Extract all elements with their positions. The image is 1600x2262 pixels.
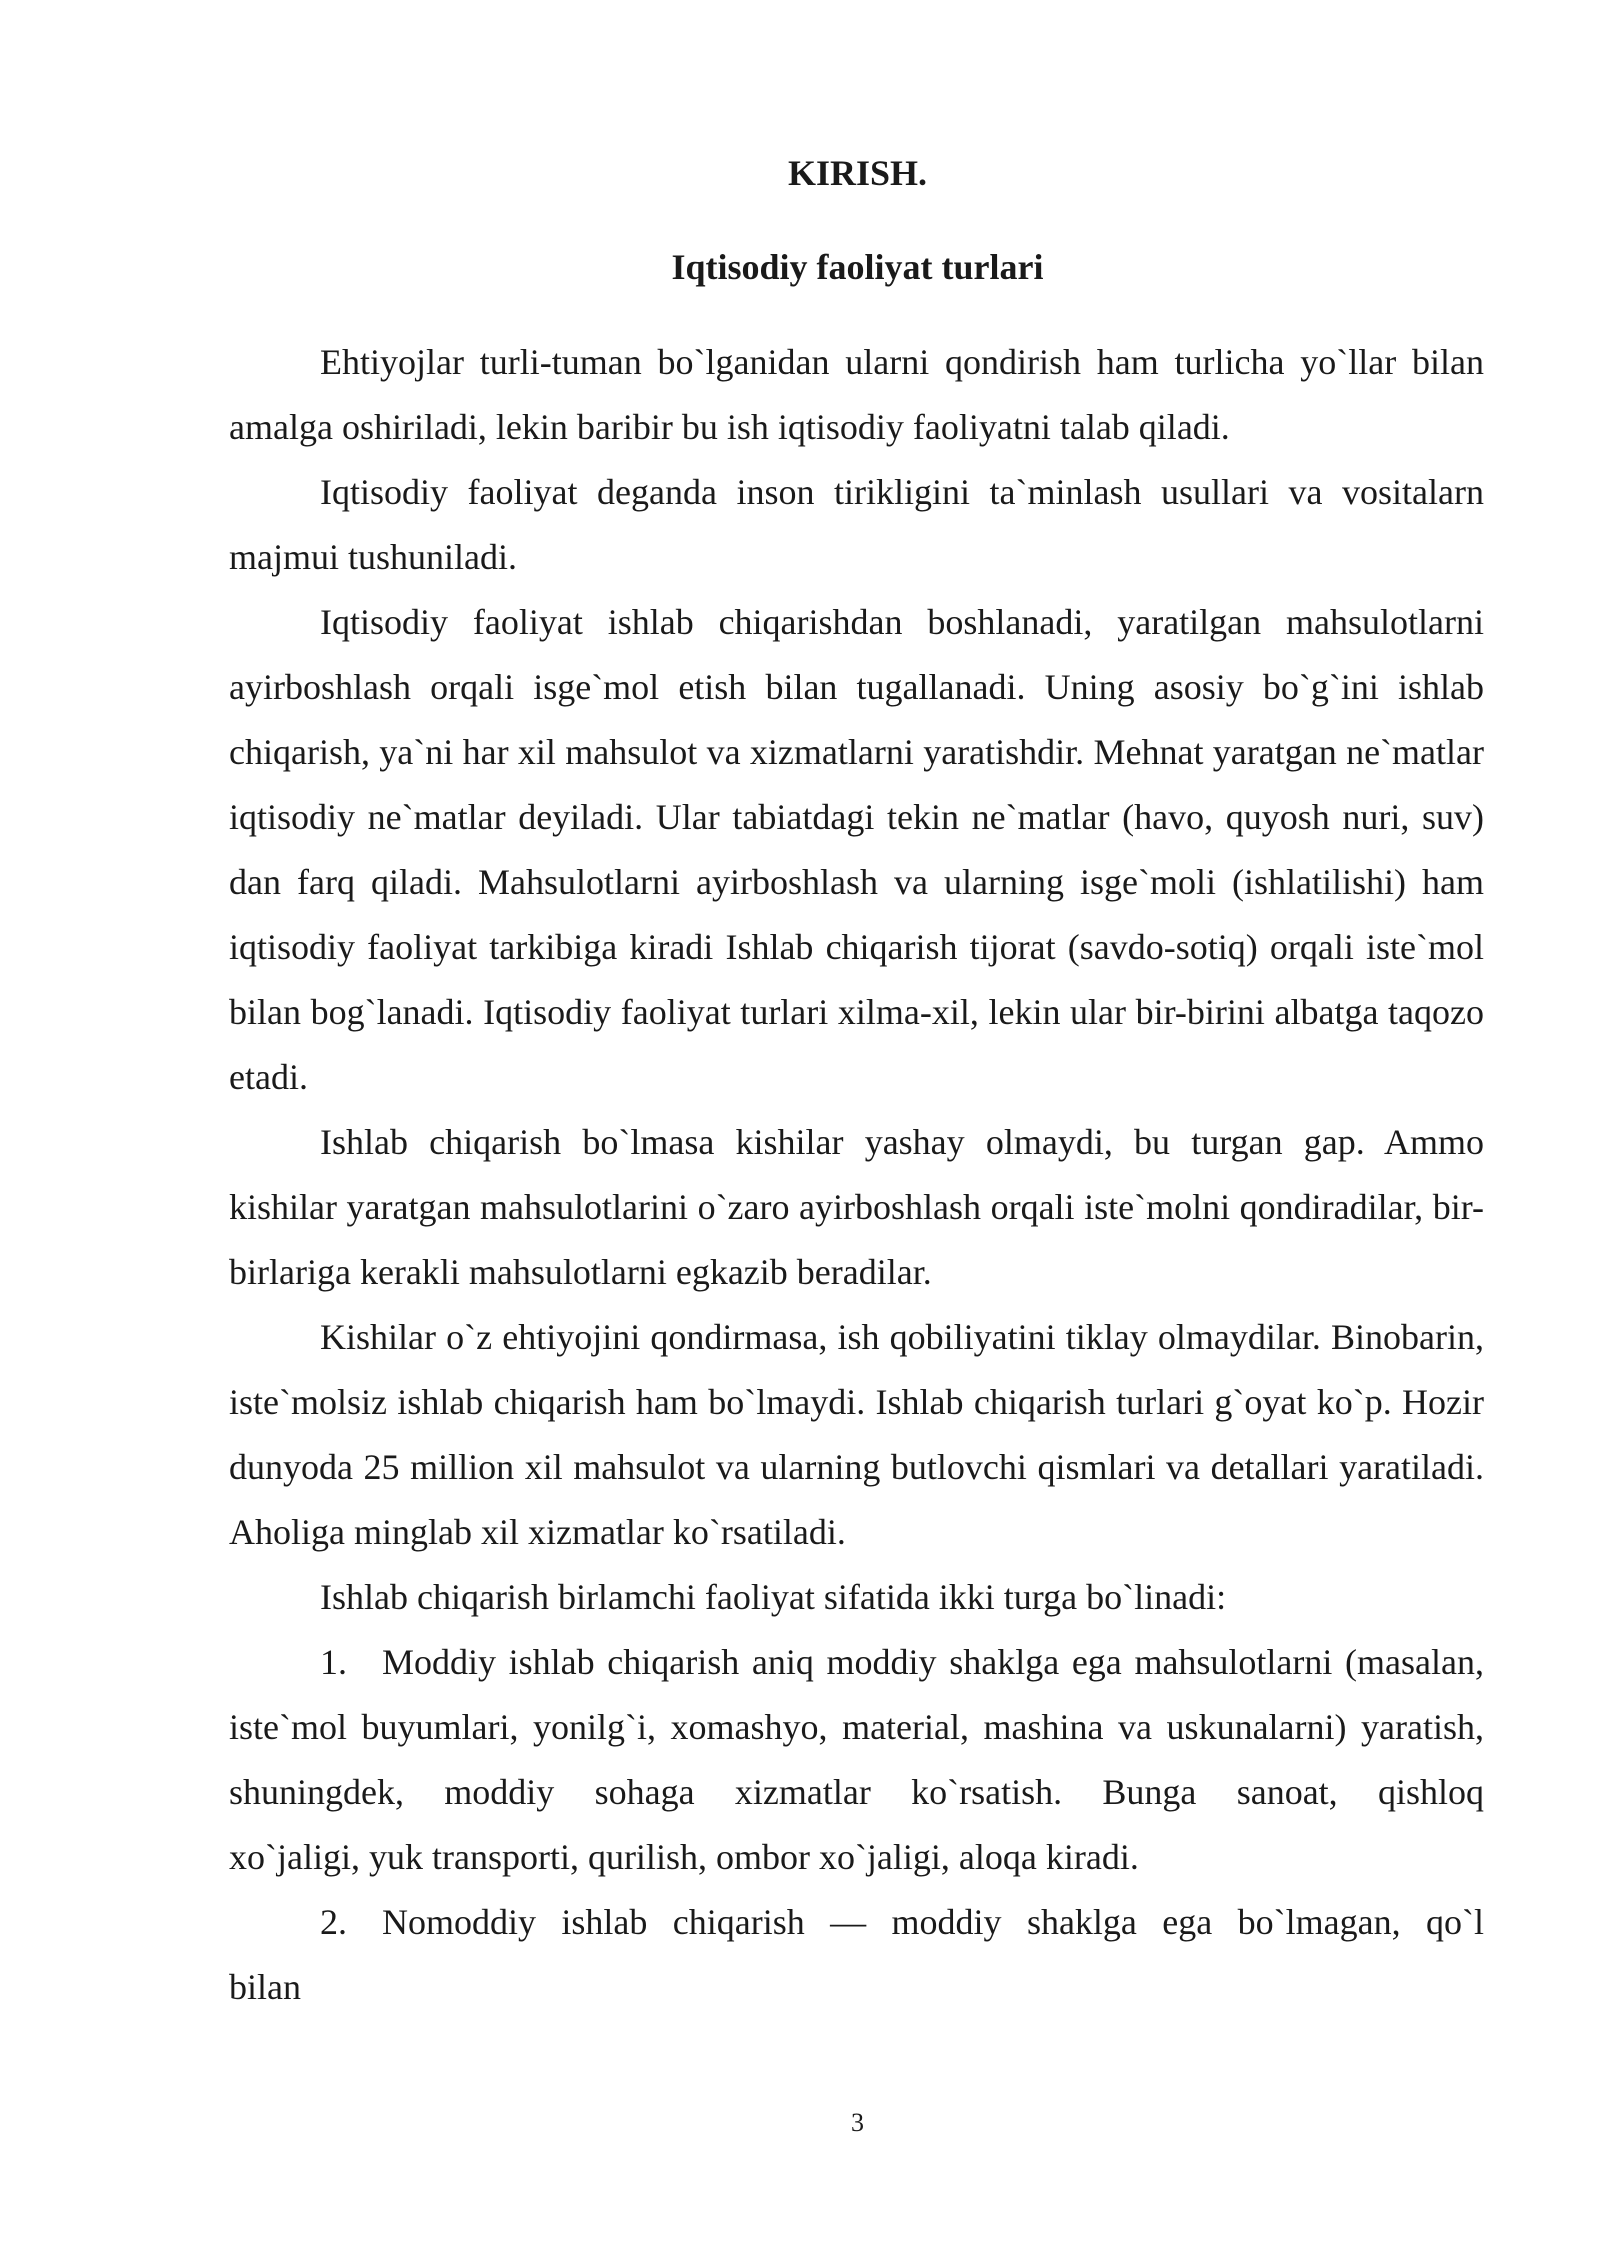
page-title: KIRISH. bbox=[787, 153, 928, 193]
list-item-number: 2. bbox=[320, 1902, 347, 1942]
list-item-continuation: bilan bbox=[229, 1967, 301, 2007]
paragraph: Ehtiyojlar turli-tuman bo`lganidan ularni qondirish ham turlicha yo`llar bilan amalga oshiriladi, lekin baribir bu ish iqtisodiy faoliyatni talab qiladi. bbox=[229, 342, 1484, 447]
list-item bbox=[229, 1890, 1484, 1955]
paragraph: Iqtisodiy faoliyat deganda inson tirikligini ta`minlash usullari va vositalarn majmui tushuniladi. bbox=[229, 472, 1484, 577]
body-text bbox=[229, 330, 1484, 2020]
list-item-text: Moddiy ishlab chiqarish aniq moddiy shaklga ega mahsulotlarni (masalan, iste`mol buyumlari, yonilg`i, xomashyo, material, mashina va uskunalarni) yaratish, shuningdek, moddiy sohaga xizmatlar ko`rsatish. Bunga sanoat, qishloq bbox=[229, 1642, 1484, 1812]
paragraph: Ishlab chiqarish birlamchi faoliyat sifatida ikki turga bo`linadi: bbox=[320, 1577, 1227, 1617]
list-item-text: Nomoddiy ishlab chiqarish — moddiy shaklga ega bo`lmagan, qo`l bbox=[382, 1902, 1484, 1942]
paragraph: Ishlab chiqarish bo`lmasa kishilar yashay olmaydi, bu turgan gap. Ammo kishilar yaratgan mahsulotlarini o`zaro ayirboshlash orqali iste`molni qondiradilar, bir-birlariga kerakli mahsulotlarni egkazib beradilar. bbox=[229, 1122, 1484, 1292]
list-item-continuation: xo`jaligi, yuk transporti, qurilish, ombor xo`jaligi, aloqa kiradi. bbox=[229, 1837, 1139, 1877]
paragraph: Iqtisodiy faoliyat ishlab chiqarishdan boshlanadi, yaratilgan mahsulotlarni ayirboshlash orqali isge`mol etish bilan tugallanadi. Uning asosiy bo`g`ini ishlab chiqarish, ya`ni har xil mahsulot va xizmatlarni yaratishdir. Mehnat yaratgan ne`matlar iqtisodiy ne`matlar deyiladi. Ular tabiatdagi tekin ne`matlar (havo, quyosh nuri, suv) dan farq qiladi. Mahsulotlarni ayirboshlash va ularning isge`moli (ishlatilishi) ham iqtisodiy faoliyat tarkibiga kiradi Ishlab chiqarish tijorat (savdo-sotiq) orqali iste`mol bilan bog`lanadi. Iqtisodiy faoliyat turlari xilma-xil, lekin ular bir-birini albatga taqozo etadi. bbox=[229, 602, 1484, 1097]
list-item-number: 1. bbox=[320, 1642, 347, 1682]
section-subtitle: Iqtisodiy faoliyat turlari bbox=[671, 247, 1044, 287]
list-item bbox=[229, 1630, 1484, 1825]
paragraph: Kishilar o`z ehtiyojini qondirmasa, ish qobiliyatini tiklay olmaydilar. Binobarin, iste`molsiz ishlab chiqarish ham bo`lmaydi. Ishlab chiqarish turlari g`oyat ko`p. Hozir dunyoda 25 million xil mahsulot va ularning butlovchi qismlari va detallari yaratiladi. Aholiga minglab xil xizmatlar ko`rsatiladi. bbox=[229, 1317, 1484, 1552]
page-number: 3 bbox=[851, 2108, 864, 2137]
